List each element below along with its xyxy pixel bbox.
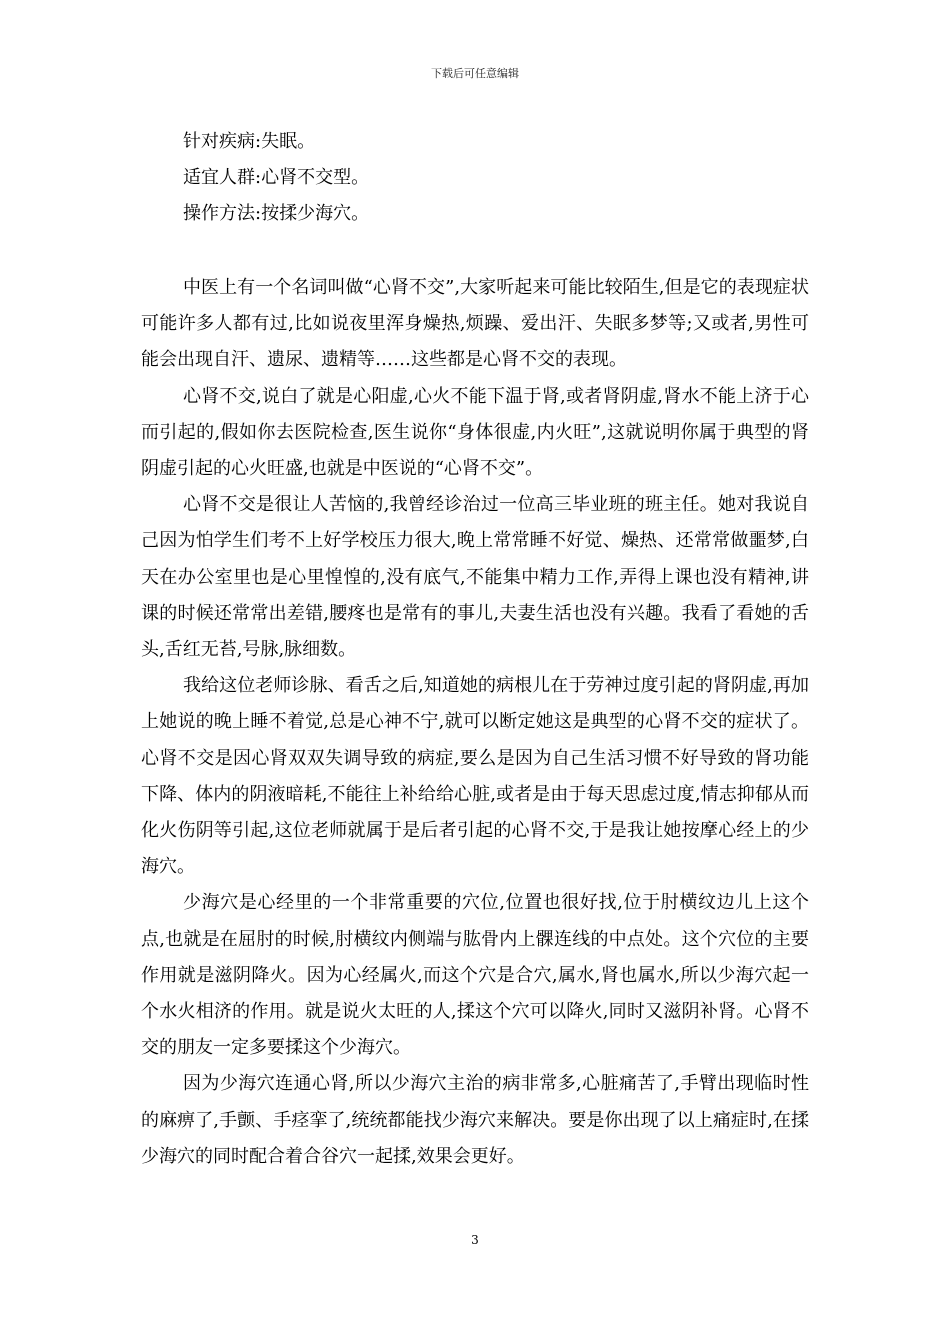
paragraph: 少海穴是心经里的一个非常重要的穴位,位置也很好找,位于肘横纹边儿上这个点,也就是在屈肘的时候,肘横纹内侧端与肱骨内上髁连线的中点处。这个穴位的主要作用就是滋阴降火。因为心经属火,而这个穴是合穴,属水,肾也属水,所以少海穴起一个水火相济的作用。就是说火太旺的人,揉这个穴可以降火,同时又滋阴补肾。心肾不交的朋友一定多要揉这个少海穴。	[141, 892, 809, 1059]
paragraph: 因为少海穴连通心肾,所以少海穴主治的病非常多,心脏痛苦了,手臂出现临时性的麻痹了,手颤、手痉挛了,统统都能找少海穴来解决。要是你出现了以上痛症时,在揉少海穴的同时配合着合谷穴一起揉,效果会更好。	[141, 1073, 809, 1167]
page-number: 3	[471, 1233, 479, 1247]
meta-target-group: 适宜人群:心肾不交型。	[183, 167, 370, 188]
meta-operation-method: 操作方法:按揉少海穴。	[183, 203, 370, 224]
body-text	[141, 270, 809, 1175]
meta-block	[183, 124, 823, 232]
paragraph: 心肾不交,说白了就是心阳虚,心火不能下温于肾,或者肾阴虚,肾水不能上济于心而引起的,假如你去医院检查,医生说你“身体很虚,内火旺”,这就说明你属于典型的肾阴虚引起的心火旺盛,也就是中医说的“心肾不交”。	[141, 385, 809, 480]
paragraph: 心肾不交是很让人苦恼的,我曾经诊治过一位高三毕业班的班主任。她对我说自己因为怕学生们考不上好学校压力很大,晚上常常睡不好觉、燥热、还常常做噩梦,白天在办公室里也是心里惶惶的,没有底气,不能集中精力工作,弄得上课也没有精神,讲课的时候还常常出差错,腰疼也是常有的事儿,夫妻生活也没有兴趣。我看了看她的舌头,舌红无苔,号脉,脉细数。	[141, 494, 809, 661]
paragraph: 中医上有一个名词叫做“心肾不交”,大家听起来可能比较陌生,但是它的表现症状可能许多人都有过,比如说夜里浑身燥热,烦躁、爱出汗、失眠多梦等;又或者,男性可能会出现自汗、遗尿、遗精等……这些都是心肾不交的表现。	[141, 277, 809, 371]
meta-target-disease: 针对疾病:失眠。	[183, 131, 316, 152]
page-header: 下载后可任意编辑	[431, 67, 519, 80]
paragraph: 我给这位老师诊脉、看舌之后,知道她的病根儿在于劳神过度引起的肾阴虚,再加上她说的晚上睡不着觉,总是心神不宁,就可以断定她这是典型的心肾不交的症状了。心肾不交是因心肾双双失调导致的病症,要么是因为自己生活习惯不好导致的肾功能下降、体内的阴液暗耗,不能往上补给给心脏,或者是由于每天思虑过度,情志抑郁从而化火伤阴等引起,这位老师就属于是后者引起的心肾不交,于是我让她按摩心经上的少海穴。	[141, 675, 809, 878]
